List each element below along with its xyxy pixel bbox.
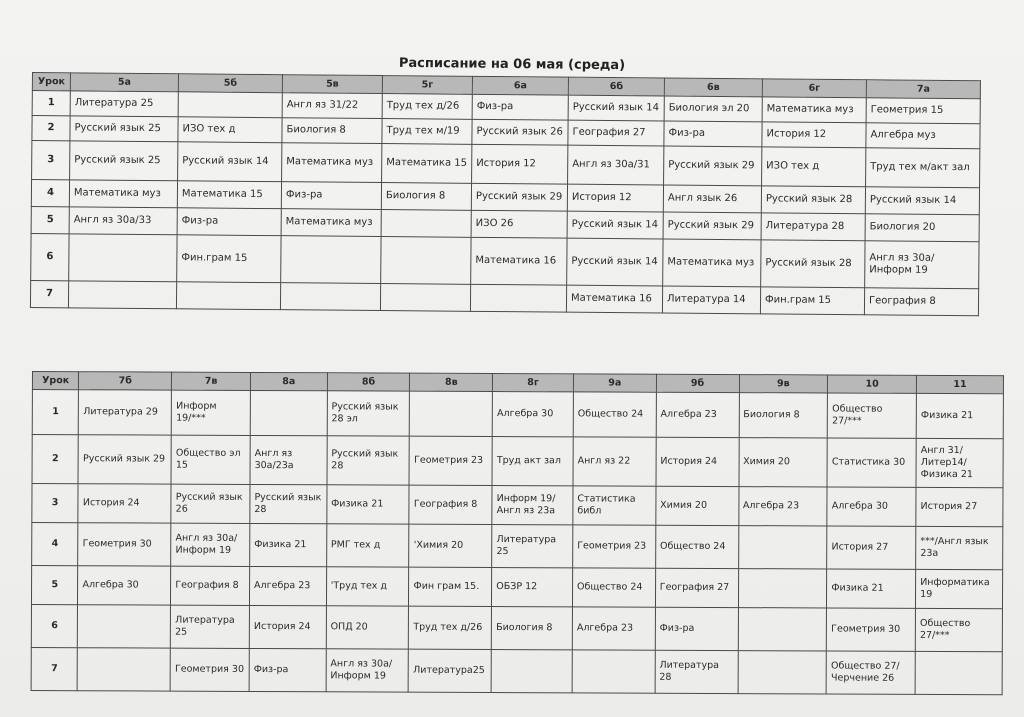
schedule-cell	[381, 237, 471, 285]
schedule-cell: Литература 25	[70, 91, 178, 117]
schedule-cell: Геометрия 23	[409, 436, 492, 485]
schedule-cell: Русский язык 14	[865, 187, 979, 215]
schedule-cell: География 8	[864, 288, 978, 316]
schedule-cell: История 24	[249, 605, 326, 648]
column-header: 6в	[664, 78, 762, 97]
schedule-cell: ОБЗР 12	[492, 568, 573, 607]
schedule-cell	[280, 283, 380, 311]
schedule-cell	[738, 651, 827, 694]
schedule-cell	[78, 605, 171, 648]
column-header: 11	[917, 375, 1004, 393]
schedule-cell: Русский язык 25	[70, 116, 178, 142]
column-header: 8в	[410, 373, 493, 391]
schedule-cell: История 12	[472, 144, 568, 184]
schedule-cell	[738, 526, 827, 569]
lesson-number: 4	[31, 180, 69, 207]
schedule-cell	[250, 390, 327, 435]
column-header: Урок	[32, 372, 78, 390]
schedule-cell: 'Химия 20	[409, 524, 492, 567]
schedule-table-grades-5-7	[30, 72, 981, 316]
schedule-cell: Русский язык 28	[761, 240, 865, 288]
schedule-cell	[178, 92, 282, 118]
schedule-cell: ОПД 20	[326, 606, 409, 649]
schedule-cell: Русский язык 14	[178, 142, 282, 182]
lesson-number: 7	[31, 647, 78, 690]
schedule-cell: История 12	[762, 122, 866, 148]
schedule-cell: Геометрия 15	[866, 98, 980, 124]
schedule-cell: Математика муз	[69, 180, 177, 208]
column-header: 9в	[739, 375, 828, 393]
schedule-cell: История 27	[827, 526, 916, 569]
column-header: 6а	[472, 76, 568, 95]
schedule-cell: Физ-ра	[249, 648, 326, 691]
schedule-cell: Общество 24	[573, 392, 656, 437]
schedule-cell	[915, 651, 1002, 694]
schedule-cell: Труд тех д/26	[409, 606, 492, 649]
schedule-cell: Литература 14	[662, 286, 760, 314]
schedule-cell: Информ 19/ Англ яз 23а	[492, 486, 573, 525]
lesson-number: 2	[32, 435, 79, 484]
column-header: 8г	[493, 374, 574, 392]
schedule-cell	[470, 284, 566, 312]
lesson-number: 1	[32, 91, 70, 116]
schedule-cell: Математика 16	[566, 285, 662, 313]
column-header: 8а	[250, 372, 327, 390]
schedule-cell: Математика муз	[281, 209, 381, 237]
lesson-number: 5	[31, 566, 78, 605]
schedule-cell: История 24	[78, 484, 171, 523]
table-row	[31, 647, 1002, 694]
schedule-cell	[176, 282, 280, 310]
schedule-cell: Литература 25	[171, 605, 250, 648]
schedule-cell	[78, 648, 171, 691]
schedule-cell: Англ яз 31/22	[282, 93, 382, 119]
schedule-cell: Фин грам 15.	[409, 567, 492, 606]
schedule-cell: Алгебра муз	[866, 123, 980, 149]
schedule-cell: География 27	[568, 120, 664, 146]
schedule-cell: Литература 25	[492, 525, 573, 568]
schedule-cell: Физика 21	[250, 523, 327, 566]
schedule-cell: Общество 27/***	[828, 393, 917, 438]
schedule-cell: Русский язык 25	[70, 141, 178, 181]
schedule-cell: Физ-ра	[177, 208, 281, 236]
schedule-cell: Геометрия 30	[170, 648, 249, 691]
schedule-cell: Русский язык 29	[78, 435, 171, 484]
lesson-number: 2	[32, 116, 70, 141]
schedule-cell	[738, 608, 827, 651]
schedule-cell: Русский язык 14	[567, 211, 663, 239]
schedule-cell: Труд тех м/19	[382, 119, 472, 145]
schedule-cell: Физика 21	[327, 485, 410, 524]
schedule-cell: РМГ тех д	[326, 524, 409, 567]
schedule-cell: Англ 31/ Литер14/ Физика 21	[916, 438, 1003, 487]
schedule-cell: Русский язык 28	[761, 186, 865, 214]
schedule-cell	[69, 234, 177, 282]
schedule-cell: Информатика 19	[916, 569, 1003, 608]
schedule-cell: Физика 21	[827, 569, 916, 608]
schedule-cell: Англ яз 30а/ Информ 19	[326, 649, 409, 692]
schedule-cell: Англ яз 22	[573, 437, 656, 486]
schedule-cell	[68, 281, 176, 309]
schedule-cell: Математика муз	[663, 239, 761, 287]
schedule-cell: Литература 29	[79, 390, 172, 435]
schedule-cell: Литература 28	[655, 650, 738, 693]
schedule-cell: Алгебра 23	[249, 566, 326, 605]
schedule-cell: История 24	[656, 437, 739, 486]
table-row	[32, 435, 1003, 488]
schedule-cell: Русский язык 14	[567, 238, 663, 286]
schedule-cell: Англ яз 30а/ Информ 19	[865, 241, 979, 289]
schedule-cell: Химия 20	[656, 486, 739, 525]
schedule-cell: География 8	[409, 485, 492, 524]
schedule-cell: Математика 16	[471, 237, 567, 285]
schedule-cell: Общество эл 15	[171, 435, 250, 484]
schedule-cell: ИЗО тех д	[178, 117, 282, 143]
schedule-cell: Фин.грам 15	[177, 235, 281, 283]
column-header: 7б	[79, 372, 172, 390]
schedule-cell: Англ язык 26	[663, 185, 761, 213]
lesson-number: 3	[32, 484, 79, 523]
schedule-cell: Фин.грам 15	[760, 287, 864, 315]
column-header: 5б	[178, 74, 282, 93]
column-header: 7в	[172, 372, 251, 390]
schedule-cell: Труд тех д/26	[382, 94, 472, 120]
schedule-cell: География 27	[655, 568, 738, 607]
lesson-number: 6	[31, 233, 69, 280]
schedule-cell: Литература25	[409, 649, 492, 692]
schedule-cell: Биология 8	[492, 607, 573, 650]
schedule-cell: Физ-ра	[655, 607, 738, 650]
schedule-cell: 'Труд тех д	[326, 567, 409, 606]
schedule-cell: Физика 21	[916, 393, 1003, 438]
schedule-cell: Труд акт зал	[492, 437, 573, 486]
schedule-cell: Русский язык 28	[250, 484, 327, 523]
table-row	[31, 604, 1002, 651]
column-header: 7а	[866, 80, 980, 99]
lesson-number: 5	[31, 206, 69, 233]
page-title: Расписание на 06 мая (среда)	[398, 55, 626, 74]
column-header: 6г	[762, 79, 866, 98]
schedule-cell: Русский язык 29	[663, 212, 761, 240]
schedule-cell: Алгебра 23	[572, 607, 655, 650]
schedule-cell: Общество 27/***	[915, 608, 1002, 651]
schedule-cell: Литература 28	[761, 213, 865, 241]
schedule-cell: Геометрия 30	[78, 523, 171, 566]
column-header: 5г	[382, 76, 472, 95]
schedule-cell: Русский язык 26	[171, 484, 250, 523]
table-row	[32, 484, 1003, 527]
schedule-cell: Русский язык 28	[327, 436, 410, 485]
schedule-cell: Статистика 30	[827, 438, 916, 487]
schedule-cell: ***/Англ язык 23а	[916, 526, 1003, 569]
schedule-cell: Общество 27/ Черчение 26	[826, 651, 915, 694]
schedule-cell: ИЗО 26	[471, 210, 567, 238]
schedule-cell: Труд тех м/акт зал	[866, 148, 980, 188]
schedule-cell: Общество 24	[572, 568, 655, 607]
schedule-cell: География 8	[171, 566, 250, 605]
table-row	[31, 233, 979, 288]
schedule-cell: Русский язык 14	[568, 95, 664, 121]
schedule-cell: Физ-ра	[472, 94, 568, 120]
column-header: 9б	[656, 374, 739, 392]
table-row	[32, 390, 1003, 439]
schedule-cell: Математика муз	[762, 97, 866, 123]
schedule-cell: Математика муз	[282, 143, 382, 183]
schedule-cell: Биология 8	[282, 118, 382, 144]
schedule-cell: Алгебра 30	[78, 566, 171, 605]
schedule-cell: Англ яз 30а/33	[69, 207, 177, 235]
schedule-cell: Русский язык 26	[472, 119, 568, 145]
schedule-cell: История 12	[567, 184, 663, 212]
lesson-number: 1	[32, 390, 79, 435]
schedule-cell: Геометрия 30	[827, 608, 916, 651]
lesson-number: 4	[32, 523, 79, 566]
schedule-cell: Физ-ра	[281, 182, 381, 210]
schedule-cell	[380, 284, 470, 312]
schedule-cell: Химия 20	[739, 438, 828, 487]
schedule-cell: Алгебра 23	[738, 487, 827, 526]
column-header: Урок	[32, 73, 70, 91]
schedule-cell: Англ яз 30а/ Информ 19	[171, 523, 250, 566]
schedule-cell	[410, 391, 493, 436]
lesson-number: 3	[32, 141, 70, 180]
table-row	[32, 523, 1003, 570]
schedule-cell: Алгебра 23	[656, 392, 739, 437]
table-row	[31, 566, 1002, 609]
schedule-cell: Биология эл 20	[664, 96, 762, 122]
schedule-cell: Биология 8	[381, 183, 471, 211]
column-header: 5а	[70, 73, 178, 92]
column-header: 8б	[327, 373, 410, 391]
schedule-cell: Статистика библ	[573, 486, 656, 525]
schedule-cell: Общество 24	[655, 525, 738, 568]
schedule-cell: Алгебра 30	[492, 392, 573, 437]
schedule-cell: Биология 20	[865, 214, 979, 242]
schedule-cell	[738, 569, 827, 608]
schedule-cell: ИЗО тех д	[762, 147, 866, 187]
lesson-number: 7	[30, 280, 68, 307]
column-header: 10	[828, 375, 917, 393]
schedule-cell	[491, 650, 572, 693]
schedule-cell: Математика 15	[177, 181, 281, 209]
schedule-cell: Русский язык 29	[664, 146, 762, 186]
schedule-cell	[381, 210, 471, 238]
schedule-cell: Англ яз 30а/31	[568, 145, 664, 185]
schedule-table-grades-7-11	[31, 371, 1004, 695]
schedule-cell	[281, 236, 381, 284]
schedule-cell	[572, 650, 655, 693]
schedule-cell: Русский язык 28 эл	[327, 391, 410, 436]
schedule-cell: Физ-ра	[664, 121, 762, 147]
column-header: 9а	[573, 374, 656, 392]
schedule-cell: Русский язык 29	[471, 183, 567, 211]
schedule-cell: Математика 15	[382, 144, 472, 184]
lesson-number: 6	[31, 604, 78, 647]
schedule-cell: Геометрия 23	[573, 525, 656, 568]
column-header: 5в	[282, 75, 382, 94]
schedule-cell: Англ яз 30а/23а	[250, 435, 327, 484]
column-header: 6б	[568, 77, 664, 96]
schedule-cell: Биология 8	[739, 393, 828, 438]
schedule-cell: Алгебра 30	[827, 487, 916, 526]
schedule-cell: История 27	[916, 487, 1003, 526]
schedule-cell: Информ 19/***	[172, 390, 251, 435]
